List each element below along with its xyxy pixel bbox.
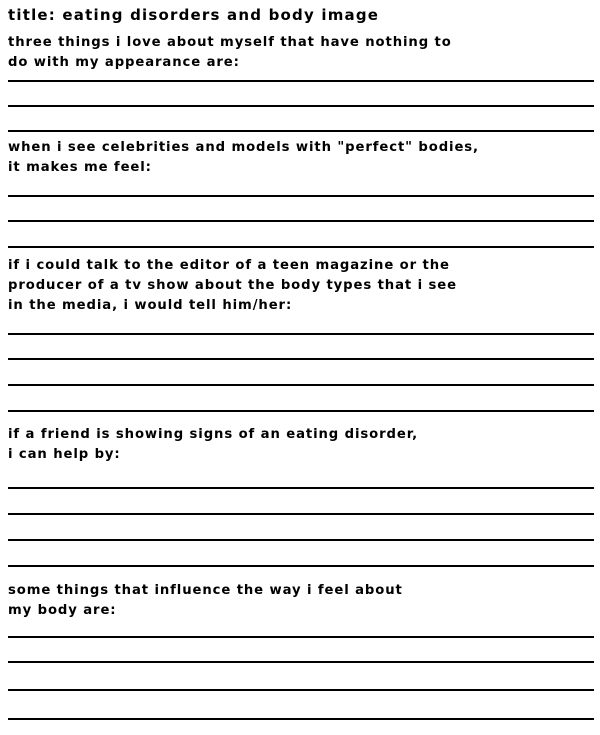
prompt-love-about-myself: three things i love about myself that have nothing to do with my appearance are: <box>8 35 452 70</box>
answer-line-4-3[interactable] <box>8 539 594 541</box>
prompt-influences: some things that influence the way i feel about my body are: <box>8 583 403 618</box>
answer-line-5-1[interactable] <box>8 636 594 638</box>
answer-line-1-3[interactable] <box>8 130 594 132</box>
answer-line-5-3[interactable] <box>8 689 594 691</box>
answer-line-3-3[interactable] <box>8 384 594 386</box>
worksheet-title: title: eating disorders and body image <box>8 6 380 24</box>
answer-line-3-1[interactable] <box>8 333 594 335</box>
answer-line-2-2[interactable] <box>8 220 594 222</box>
answer-line-4-4[interactable] <box>8 565 594 567</box>
prompt-help-friend: if a friend is showing signs of an eating disorder, i can help by: <box>8 427 419 462</box>
answer-line-2-1[interactable] <box>8 195 594 197</box>
prompt-celebrities-feel: when i see celebrities and models with "perfect" bodies, it makes me feel: <box>8 140 479 175</box>
answer-line-3-2[interactable] <box>8 358 594 360</box>
prompt-editor-message: if i could talk to the editor of a teen magazine or the producer of a tv show about the body types that i see in the media, i would tell him/her: <box>8 258 457 313</box>
answer-line-2-3[interactable] <box>8 246 594 248</box>
answer-line-1-1[interactable] <box>8 80 594 82</box>
answer-line-4-1[interactable] <box>8 487 594 489</box>
answer-line-5-2[interactable] <box>8 661 594 663</box>
answer-line-1-2[interactable] <box>8 105 594 107</box>
answer-line-4-2[interactable] <box>8 513 594 515</box>
answer-line-5-4[interactable] <box>8 718 594 720</box>
answer-line-3-4[interactable] <box>8 410 594 412</box>
